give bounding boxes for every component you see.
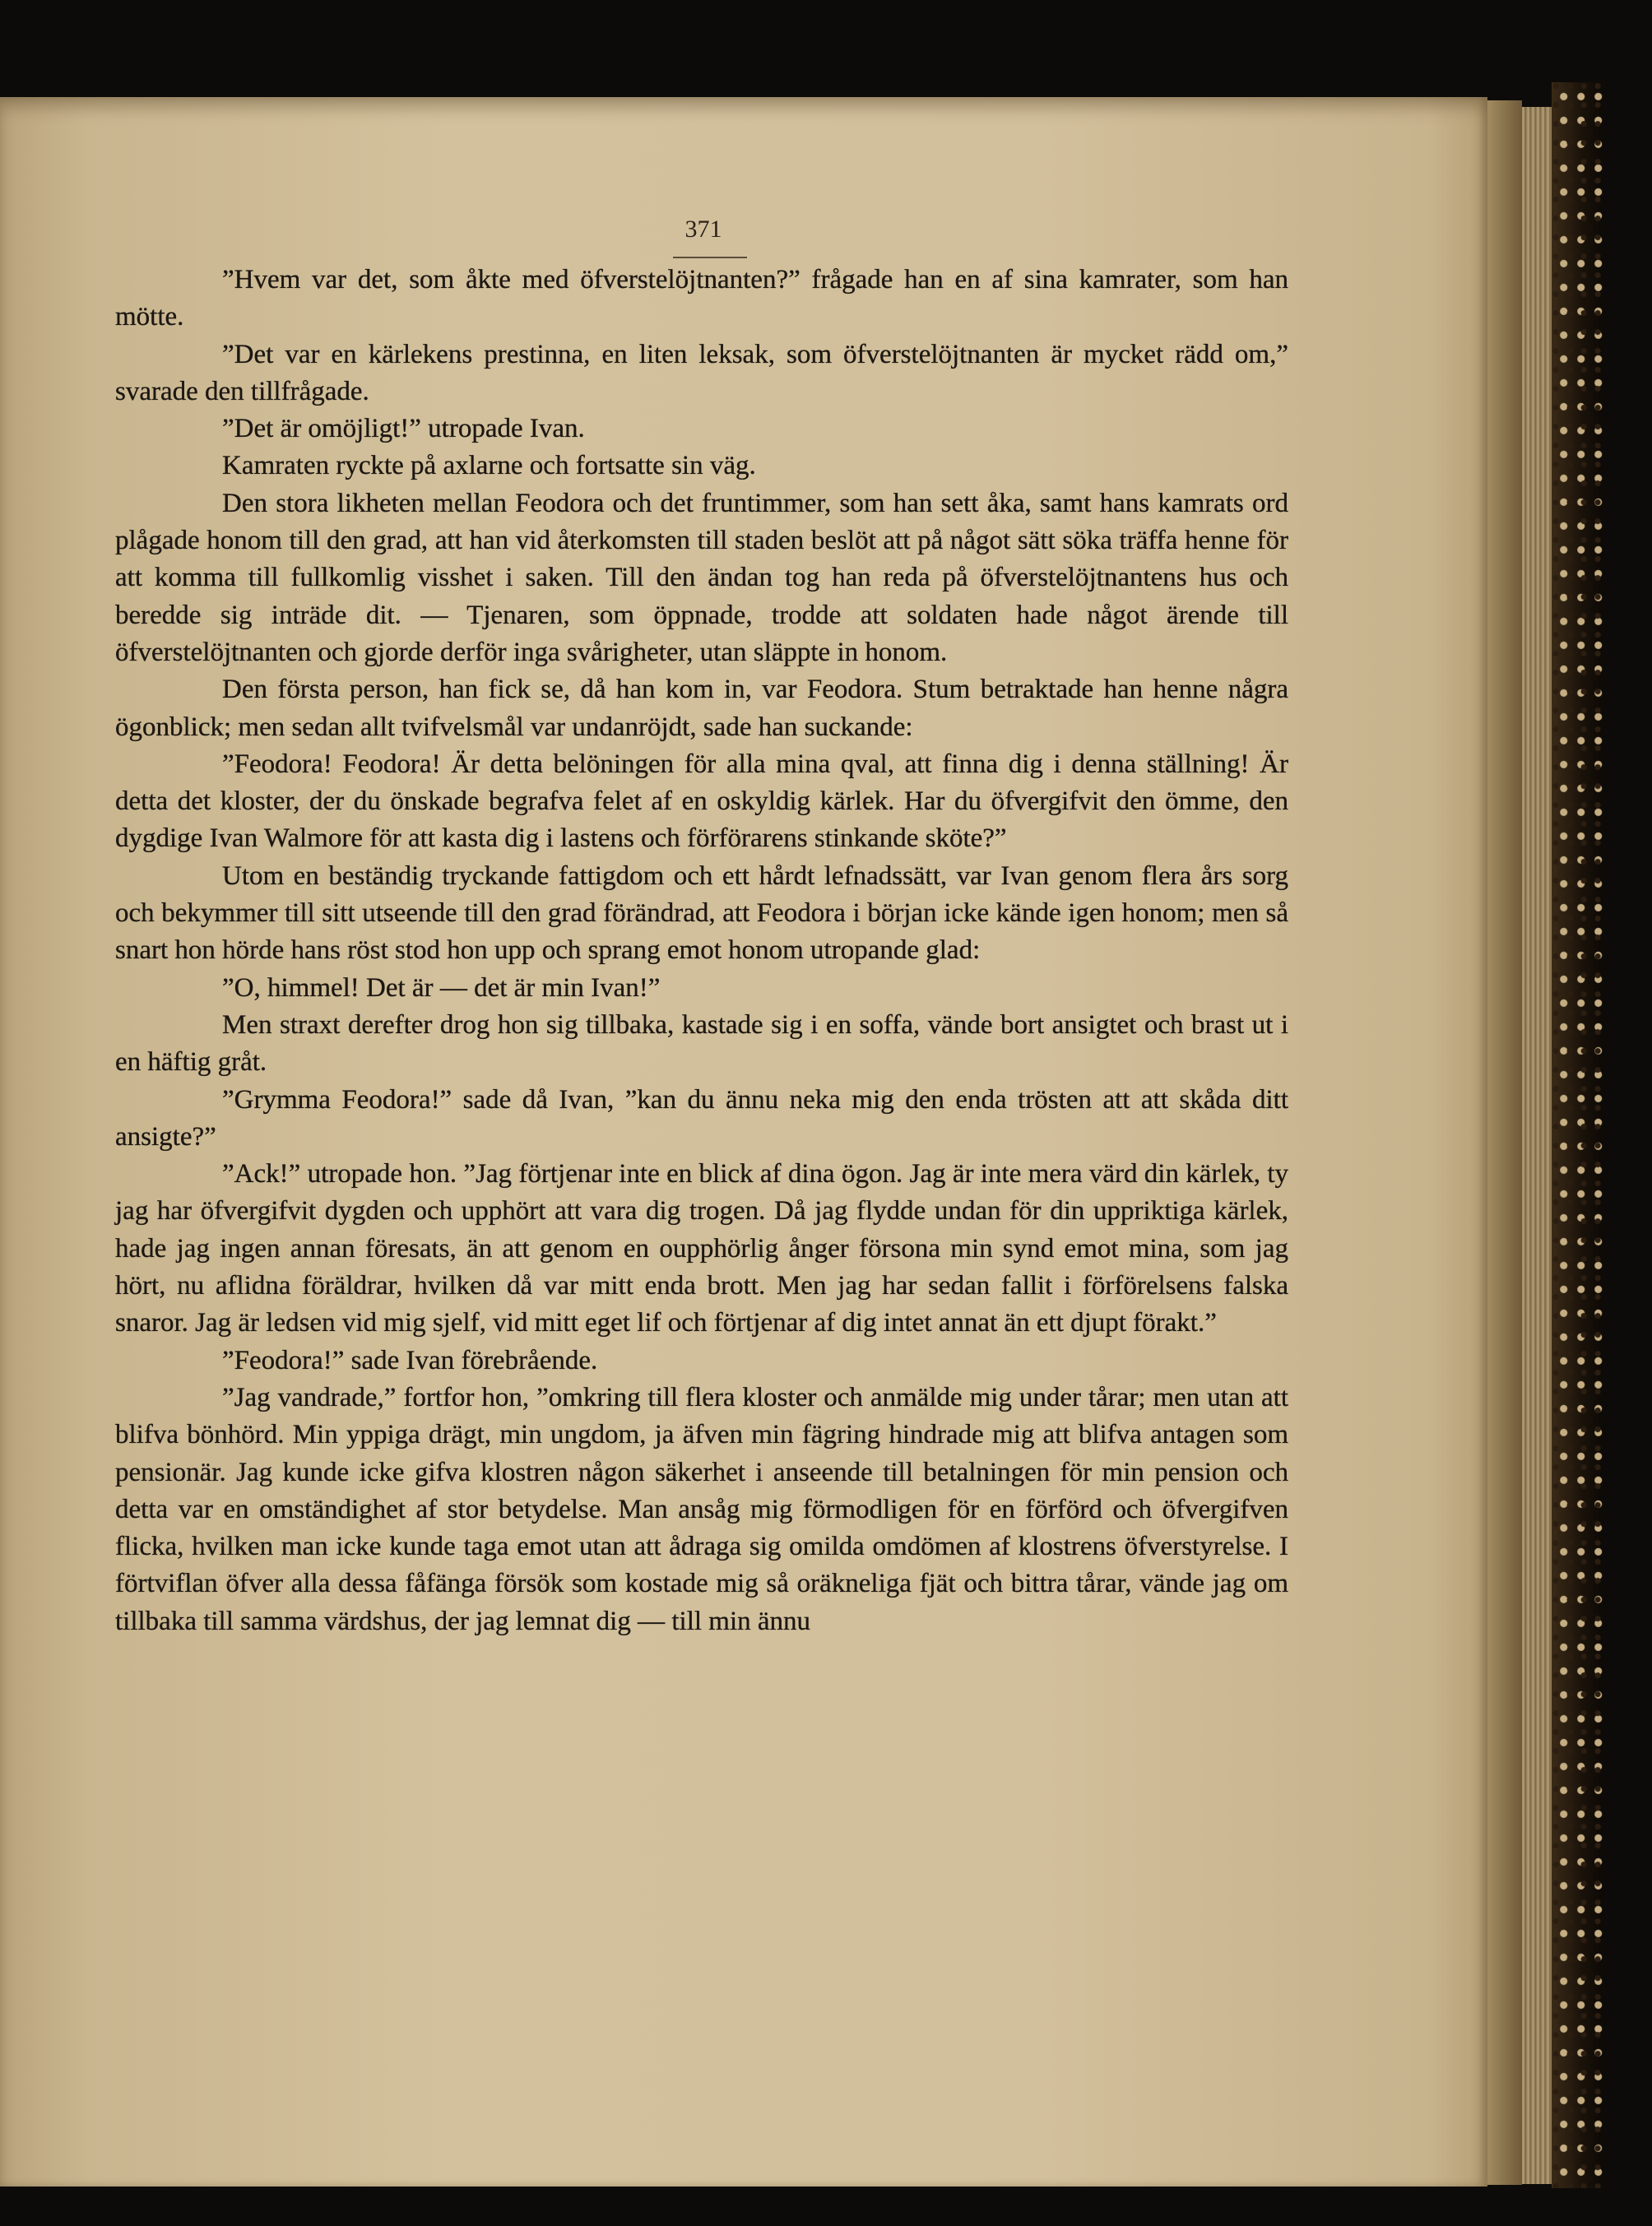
book-cover-edge [1552,82,1603,2188]
paragraph: ”Det var en kärlekens prestinna, en liten leksak, som öfverstelöjtnanten är mycket rädd om,” svarade den tillfrågade. [115,339,1288,406]
body-text [115,262,1288,1640]
paragraph: Den stora likheten mellan Feodora och det fruntimmer, som han sett åka, samt hans kamrats ord plågade honom till den grad, att han vid återkomsten till staden beslöt att på något sätt söka träffa henne för att komma till fullkomlig visshet i saken. Till den ändan tog han reda på öfverstelöjtnantens hus och beredde sig inträde dit. — Tjenaren, som öppnade, trodde att soldaten hade något ärende till öfverstelöjtnanten och gjorde derför inga svårigheter, utan släppte in honom. [115,488,1288,667]
paragraph: ”Hvem var det, som åkte med öfverstelöjtnanten?” frågade han en af sina kamrater, som han mötte. [115,265,1288,332]
paragraph: ”Grymma Feodora!” sade då Ivan, ”kan du ännu neka mig den enda trösten att att skåda ditt ansigte?” [115,1084,1288,1152]
paragraph: ”Ack!” utropade hon. ”Jag förtjenar inte en blick af dina ögon. Jag är inte mera värd din kärlek, ty jag har öfvergifvit dygden och upphört att vara dig trogen. Då jag flydde undan för din uppriktiga kärlek, hade jag ingen annan föresats, än att genom en oupphörlig ånger försona min synd emot mina, som jag hört, nu aflidna föräldrar, hvilken då var mitt enda brott. Men jag har sedan fallit i förförelsens falska snaror. Jag är ledsen vid mig sjelf, vid mitt eget lif och förtjenar af dig intet annat än ett djupt förakt.” [115,1159,1288,1338]
page-gutter [1487,100,1522,2185]
page-number-rule [673,257,747,258]
paragraph: ”O, himmel! Det är — det är min Ivan!” [222,972,661,1003]
paragraph: Kamraten ryckte på axlarne och fortsatte sin väg. [222,451,756,481]
paragraph: Men straxt derefter drog hon sig tillbaka, kastade sig i en soffa, vände bort ansigtet och brast ut i en häftig gråt. [115,1009,1288,1078]
paragraph: Utom en beständig tryckande fattigdom och ett hårdt lefnadssätt, var Ivan genom flera års sorg och bekymmer till sitt utseende till den grad förändrad, att Feodora i början icke kände igen honom; men så snart hon hörde hans röst stod hon upp och sprang emot honom utropande glad: [115,860,1288,966]
page-edge-stack [1522,107,1552,2184]
paragraph: ”Det är omöjligt!” utropade Ivan. [222,414,585,444]
page-number: 371 [684,216,722,243]
paragraph: Den första person, han fick se, då han kom in, var Feodora. Stum betraktade han henne några ögonblick; men sedan allt tvifvelsmål var undanröjdt, sade han suckande: [115,675,1288,742]
paragraph: ”Feodora! Feodora! Är detta belöningen för alla mina qval, att finna dig i denna ställning! Är detta det kloster, der du önskade begrafva felet af en oskyldig kärlek. Har du öfvergifvit den ömme, den dygdige Ivan Walmore för att kasta dig i lastens och förförarens stinkande sköte?” [115,749,1288,854]
paragraph: ”Feodora!” sade Ivan förebrående. [222,1345,598,1375]
paragraph: ”Jag vandrade,” fortfor hon, ”omkring till flera kloster och anmälde mig under tårar; men utan att blifva bönhörd. Min yppiga drägt, min ungdom, ja äfven min fägring hindrade mig att blifva antagen som pensionär. Jag kunde icke gifva klostren någon säkerhet i anseende till betalningen för min pension och detta var en omständighet af stor betydelse. Man ansåg mig förmodligen för en förförd och öfvergifven flicka, hvilken man icke kunde taga emot utan att ådraga sig omilda omdömen af klostrens öfverstyrelse. I förtviflan öfver alla dessa fåfänga försök som kostade mig så oräkneliga fjät och bittra tårar, vände jag om tillbaka till samma värdshus, der jag lemnat dig — till min ännu [115,1382,1288,1636]
